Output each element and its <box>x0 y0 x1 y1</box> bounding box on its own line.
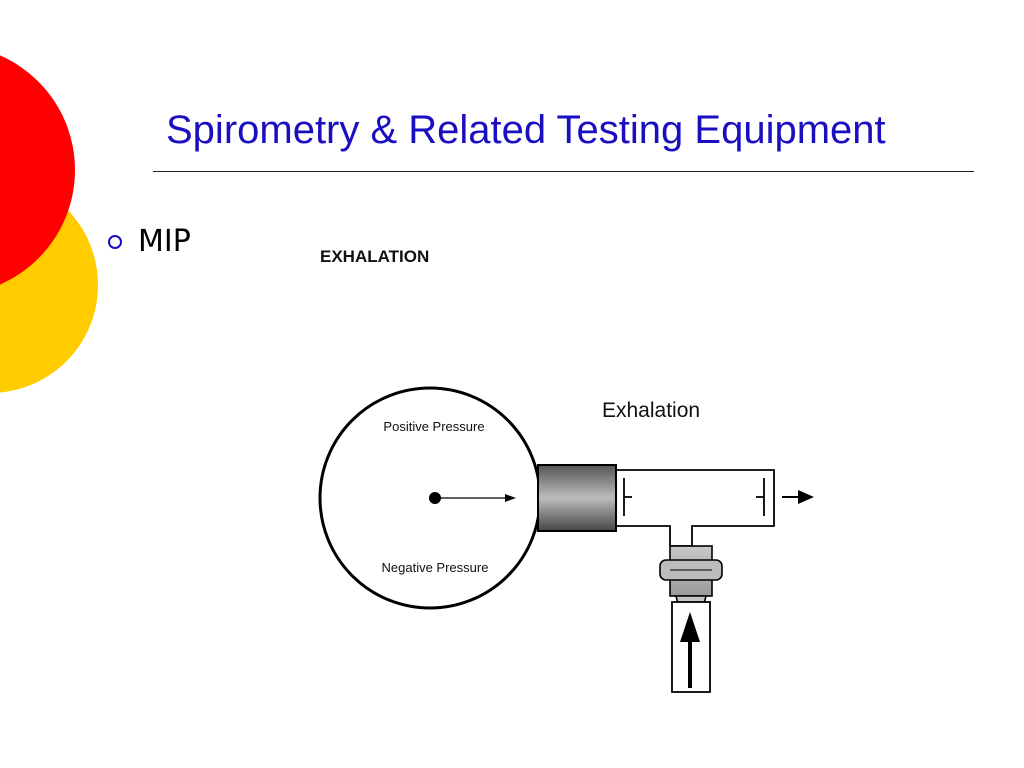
flow-direction-label: Exhalation <box>602 399 701 422</box>
gauge-negative-label: Negative Pressure <box>381 560 489 575</box>
gauge-positive-label: Positive Pressure <box>383 419 485 434</box>
mip-exhalation-diagram <box>300 240 840 710</box>
bullet-item <box>108 224 191 259</box>
connector-hose <box>538 465 616 531</box>
figure-heading: EXHALATION <box>320 247 430 266</box>
bullet-text: MIP <box>138 224 191 259</box>
exhaust-arrow-icon <box>782 490 814 504</box>
slide-title: Spirometry & Related Testing Equipment <box>166 108 886 152</box>
t-piece-valve <box>616 470 774 546</box>
decorative-circles <box>0 0 110 420</box>
bullet-circle-icon <box>108 235 122 249</box>
pressure-gauge <box>320 388 540 608</box>
title-divider <box>153 171 974 172</box>
